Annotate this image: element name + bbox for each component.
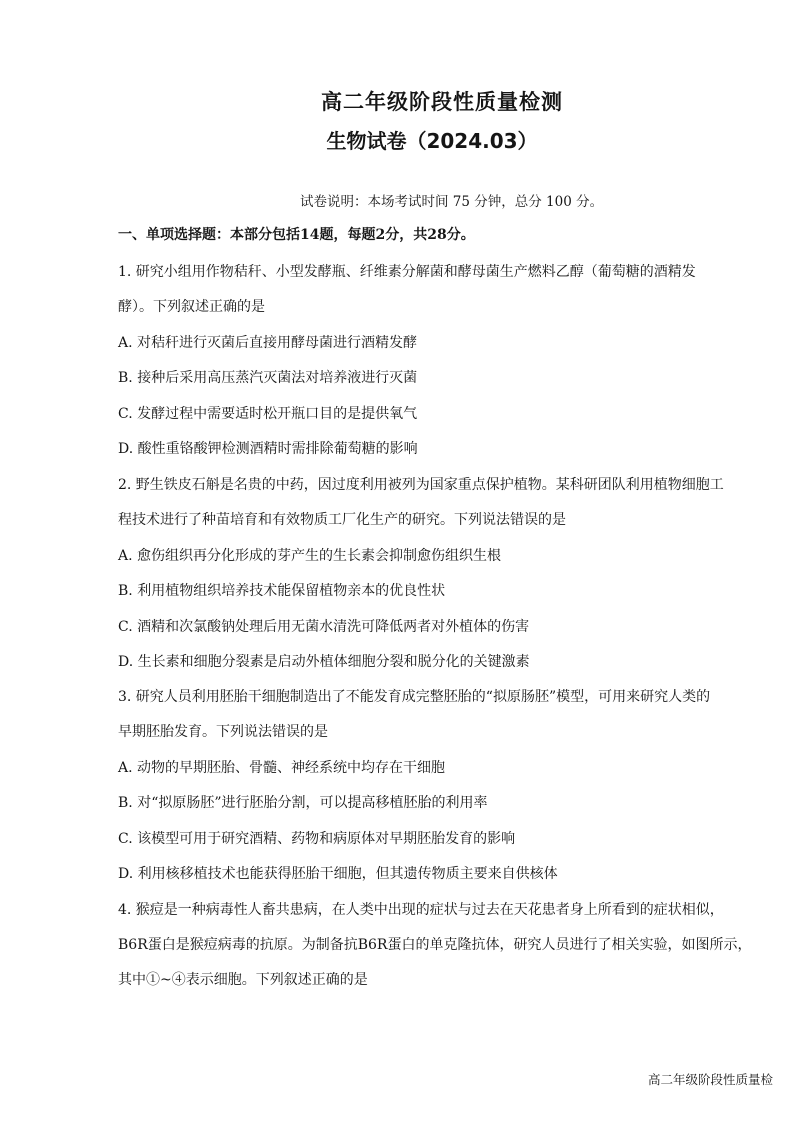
q2-option-b: B. 利用植物组织培养技术能保留植物亲本的优良性状 xyxy=(118,583,446,599)
q2-option-c: C. 酒精和次氯酸钠处理后用无菌水清洗可降低两者对外植体的伤害 xyxy=(118,619,530,635)
q2-stem-line1: 2. 野生铁皮石斛是名贵的中药，因过度利用被列为国家重点保护植物。某科研团队利用植物细胞工 xyxy=(118,477,724,493)
q3-option-c: C. 该模型可用于研究酒精、药物和病原体对早期胚胎发育的影响 xyxy=(118,831,516,847)
exam-title: 高二年级阶段性质量检测 xyxy=(321,90,563,114)
q1-stem-line2: 酵）。下列叙述正确的是 xyxy=(118,299,265,315)
q3-option-a: A. 动物的早期胚胎、骨髓、神经系统中均存在干细胞 xyxy=(118,760,446,776)
q4-stem-line2: B6R蛋白是猴痘病毒的抗原。为制备抗B6R蛋白的单克隆抗体，研究人员进行了相关实验，如图所示， xyxy=(118,937,752,953)
q1-option-c: C. 发酵过程中需要适时松开瓶口目的是提供氧气 xyxy=(118,406,418,422)
q1-option-a: A. 对秸秆进行灭菌后直接用酵母菌进行酒精发酵 xyxy=(118,335,418,351)
q3-option-b: B. 对“拟原肠胚”进行胚胎分割，可以提高移植胚胎的利用率 xyxy=(118,795,488,811)
q1-option-d: D. 酸性重铬酸钾检测酒精时需排除葡萄糖的影响 xyxy=(118,441,418,457)
exam-note: 试卷说明：本场考试时间 75 分钟，总分 100 分。 xyxy=(300,194,604,210)
q3-stem-line1: 3. 研究人员利用胚胎干细胞制造出了不能发育成完整胚胎的“拟原肠胚”模型，可用来研究人类的 xyxy=(118,689,711,705)
q3-option-d: D. 利用核移植技术也能获得胚胎干细胞，但其遗传物质主要来自供核体 xyxy=(118,866,558,882)
q4-stem-line3: 其中①~④表示细胞。下列叙述正确的是 xyxy=(118,972,368,988)
q2-stem-line2: 程技术进行了种苗培育和有效物质工厂化生产的研究。下列说法错误的是 xyxy=(118,512,566,528)
section-heading: 一、单项选择题：本部分包括14题，每题2分，共28分。 xyxy=(118,227,475,243)
page-footer: 高二年级阶段性质量检 xyxy=(648,1072,774,1087)
q1-stem-line1: 1. 研究小组用作物秸秆、小型发酵瓶、纤维素分解菌和酵母菌生产燃料乙醇（葡萄糖的酒精发 xyxy=(118,264,696,280)
q2-option-d: D. 生长素和细胞分裂素是启动外植体细胞分裂和脱分化的关键激素 xyxy=(118,654,530,670)
exam-subtitle: 生物试卷（2024.03） xyxy=(326,129,538,153)
q2-option-a: A. 愈伤组织再分化形成的芽产生的生长素会抑制愈伤组织生根 xyxy=(118,548,502,564)
q3-stem-line2: 早期胚胎发育。下列说法错误的是 xyxy=(118,724,328,740)
q4-stem-line1: 4. 猴痘是一种病毒性人畜共患病，在人类中出现的症状与过去在天花患者身上所看到的症状相似， xyxy=(118,902,724,918)
q1-option-b: B. 接种后采用高压蒸汽灭菌法对培养液进行灭菌 xyxy=(118,370,418,386)
